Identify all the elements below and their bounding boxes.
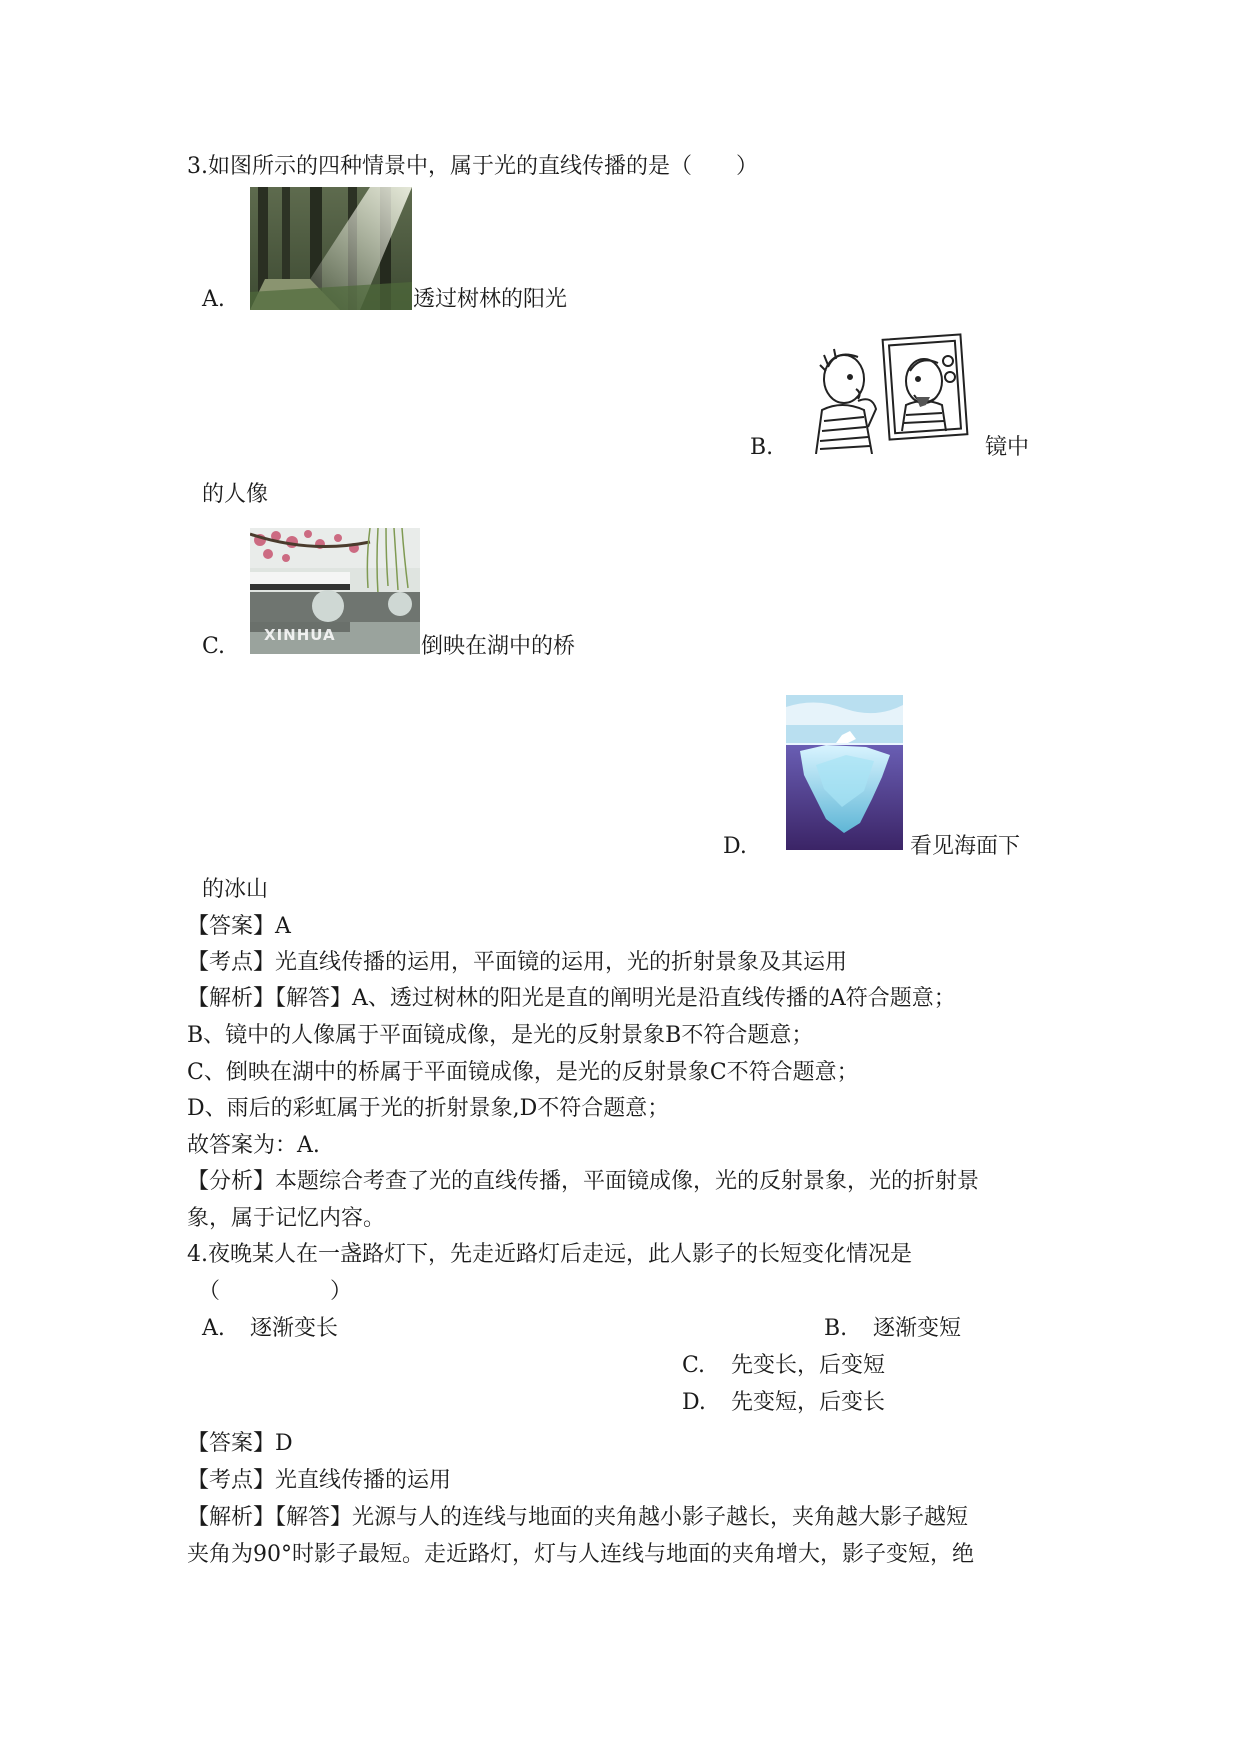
q3-jiexi-line-3: C、倒映在湖中的桥属于平面镜成像，是光的反射景象C不符合题意； bbox=[187, 1060, 859, 1085]
q4-option-a-text: 逐渐变长 bbox=[250, 1316, 339, 1341]
forest-sunlight-photo bbox=[250, 187, 412, 310]
question-4-stem: 4.夜晚某人在一盏路灯下，先走近路灯后走远，此人影子的长短变化情况是 bbox=[187, 1242, 912, 1267]
q4-answer: 【答案】D bbox=[187, 1431, 293, 1456]
q4-jiexi-line-2: 夹角为90°时影子最短。走近路灯，灯与人连线与地面的夹角增大，影子变短，绝 bbox=[187, 1542, 974, 1567]
q4-option-a-letter: A. bbox=[202, 1316, 225, 1341]
q4-option-c-letter: C. bbox=[682, 1353, 706, 1378]
q3-fenxi-line-2: 象，属于记忆内容。 bbox=[187, 1206, 386, 1231]
mirror-portrait-drawing bbox=[806, 331, 971, 454]
q3-option-c-letter: C. bbox=[202, 634, 226, 659]
q3-option-c-caption: 倒映在湖中的桥 bbox=[421, 634, 576, 659]
q3-kaodian: 【考点】光直线传播的运用，平面镜的运用，光的折射景象及其运用 bbox=[187, 950, 848, 975]
bridge-reflection-photo bbox=[250, 528, 420, 654]
q3-fenxi-line-1: 【分析】本题综合考查了光的直线传播，平面镜成像，光的反射景象，光的折射景 bbox=[187, 1169, 980, 1194]
q4-jiexi-line-1: 【解析】【解答】光源与人的连线与地面的夹角越小影子越长，夹角越大影子越短 bbox=[187, 1505, 969, 1530]
q4-option-d-letter: D. bbox=[682, 1390, 706, 1415]
q3-jiexi-line-4: D、雨后的彩虹属于光的折射景象,D不符合题意； bbox=[187, 1096, 670, 1121]
q3-option-b-letter: B. bbox=[750, 435, 774, 460]
q3-option-a-letter: A. bbox=[202, 287, 225, 312]
question-3-stem: 3.如图所示的四种情景中，属于光的直线传播的是（ ） bbox=[187, 154, 758, 179]
q3-jiexi-line-2: B、镜中的人像属于平面镜成像，是光的反射景象B不符合题意； bbox=[187, 1023, 814, 1048]
q3-option-b-caption-part1: 镜中 bbox=[985, 435, 1030, 460]
q3-option-a-caption: 透过树林的阳光 bbox=[413, 287, 568, 312]
q4-answer-paren: （ ） bbox=[198, 1279, 353, 1304]
q3-answer: 【答案】A bbox=[187, 914, 291, 939]
q3-option-d-caption-part1: 看见海面下 bbox=[910, 834, 1021, 859]
q4-option-b-letter: B. bbox=[824, 1316, 848, 1341]
iceberg-photo bbox=[786, 695, 903, 850]
q3-jiexi-line-1: 【解析】【解答】A、透过树林的阳光是直的阐明光是沿直线传播的A符合题意； bbox=[187, 986, 956, 1011]
q3-option-d-letter: D. bbox=[723, 834, 747, 859]
q3-jiexi-line-5: 故答案为：A. bbox=[187, 1133, 320, 1158]
q4-option-c-text: 先变长，后变短 bbox=[731, 1353, 886, 1378]
q3-option-d-caption-part2: 的冰山 bbox=[202, 877, 269, 902]
xinhua-watermark: XINHUA bbox=[264, 626, 336, 644]
q3-option-b-caption-part2: 的人像 bbox=[202, 482, 269, 507]
q4-option-d-text: 先变短，后变长 bbox=[731, 1390, 886, 1415]
q4-option-b-text: 逐渐变短 bbox=[873, 1316, 962, 1341]
q4-kaodian: 【考点】光直线传播的运用 bbox=[187, 1468, 452, 1493]
